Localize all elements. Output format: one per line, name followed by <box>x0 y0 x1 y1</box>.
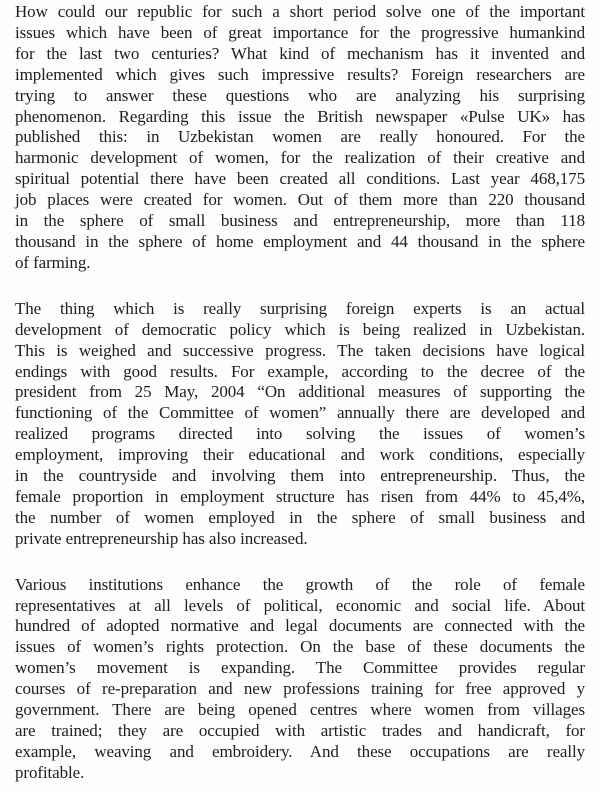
text-line: in the countryside and involving them into entrepreneurship. Thus, the <box>15 466 585 486</box>
text-line: development of democratic policy which is being realized in Uzbekistan. <box>15 319 585 339</box>
paragraph-1 <box>15 2 585 274</box>
text-line: job places were created for women. Out of them more than 220 thousand <box>15 190 585 210</box>
text-line: Various institutions enhance the growth of the role of female <box>15 574 585 594</box>
text-line: president from 25 May, 2004 “On additional measures of supporting the <box>15 382 585 402</box>
text-line: female proportion in employment structure has risen from 44% to 45,4%, <box>15 486 585 506</box>
text-line: employment, improving their educational and work conditions, especially <box>15 445 585 465</box>
text-line: hundred of adopted normative and legal documents are connected with the <box>15 616 585 636</box>
text-line: realized programs directed into solving the issues of women’s <box>15 424 585 444</box>
text-line: courses of re-preparation and new professions training for free approved y <box>15 679 585 699</box>
text-line: implemented which gives such impressive results? Foreign researchers are <box>15 64 585 84</box>
text-line: example, weaving and embroidery. And these occupations are really <box>15 741 585 761</box>
text-line: How could our republic for such a short period solve one of the important <box>15 2 585 21</box>
text-line: issues of women’s rights protection. On the base of these documents the <box>15 637 585 657</box>
text-line: in the sphere of small business and entrepreneurship, more than 118 <box>15 211 585 231</box>
paragraph-2 <box>15 299 585 550</box>
text-line: the number of women employed in the sphere of small business and <box>15 507 585 527</box>
text-line: spiritual potential there have been created all conditions. Last year 468,175 <box>15 169 585 189</box>
text-line: phenomenon. Regarding this issue the British newspaper «Pulse UK» has <box>15 106 585 126</box>
text-line: representatives at all levels of political, economic and social life. About <box>15 595 585 615</box>
text-line: private entrepreneurship has also increased. <box>15 528 308 548</box>
text-line: trying to answer these questions who are analyzing his surprising <box>15 85 585 105</box>
text-line: women’s movement is expanding. The Committee provides regular <box>15 658 585 678</box>
paragraph-3 <box>15 575 585 784</box>
text-line: harmonic development of women, for the realization of their creative and <box>15 148 585 168</box>
text-line: The thing which is really surprising foreign experts is an actual <box>15 298 585 318</box>
text-line: for the last two centuries? What kind of mechanism has it invented and <box>15 43 585 63</box>
text-line: thousand in the sphere of home employment and 44 thousand in the sphere <box>15 231 585 251</box>
text-line: are trained; they are occupied with artistic trades and handicraft, for <box>15 721 585 740</box>
text-line: issues which have been of great importance for the progressive humankind <box>15 22 585 42</box>
text-line: endings with good results. For example, according to the decree of the <box>15 361 585 381</box>
text-line: of farming. <box>15 252 91 272</box>
text-line: published this: in Uzbekistan women are really honoured. For the <box>15 127 585 147</box>
text-line: functioning of the Committee of women” annually there are developed and <box>15 403 585 423</box>
text-line: This is weighed and successive progress. The taken decisions have logical <box>15 340 585 360</box>
text-line: government. There are being opened centres where women from villages <box>15 700 585 720</box>
text-line: profitable. <box>15 762 85 782</box>
